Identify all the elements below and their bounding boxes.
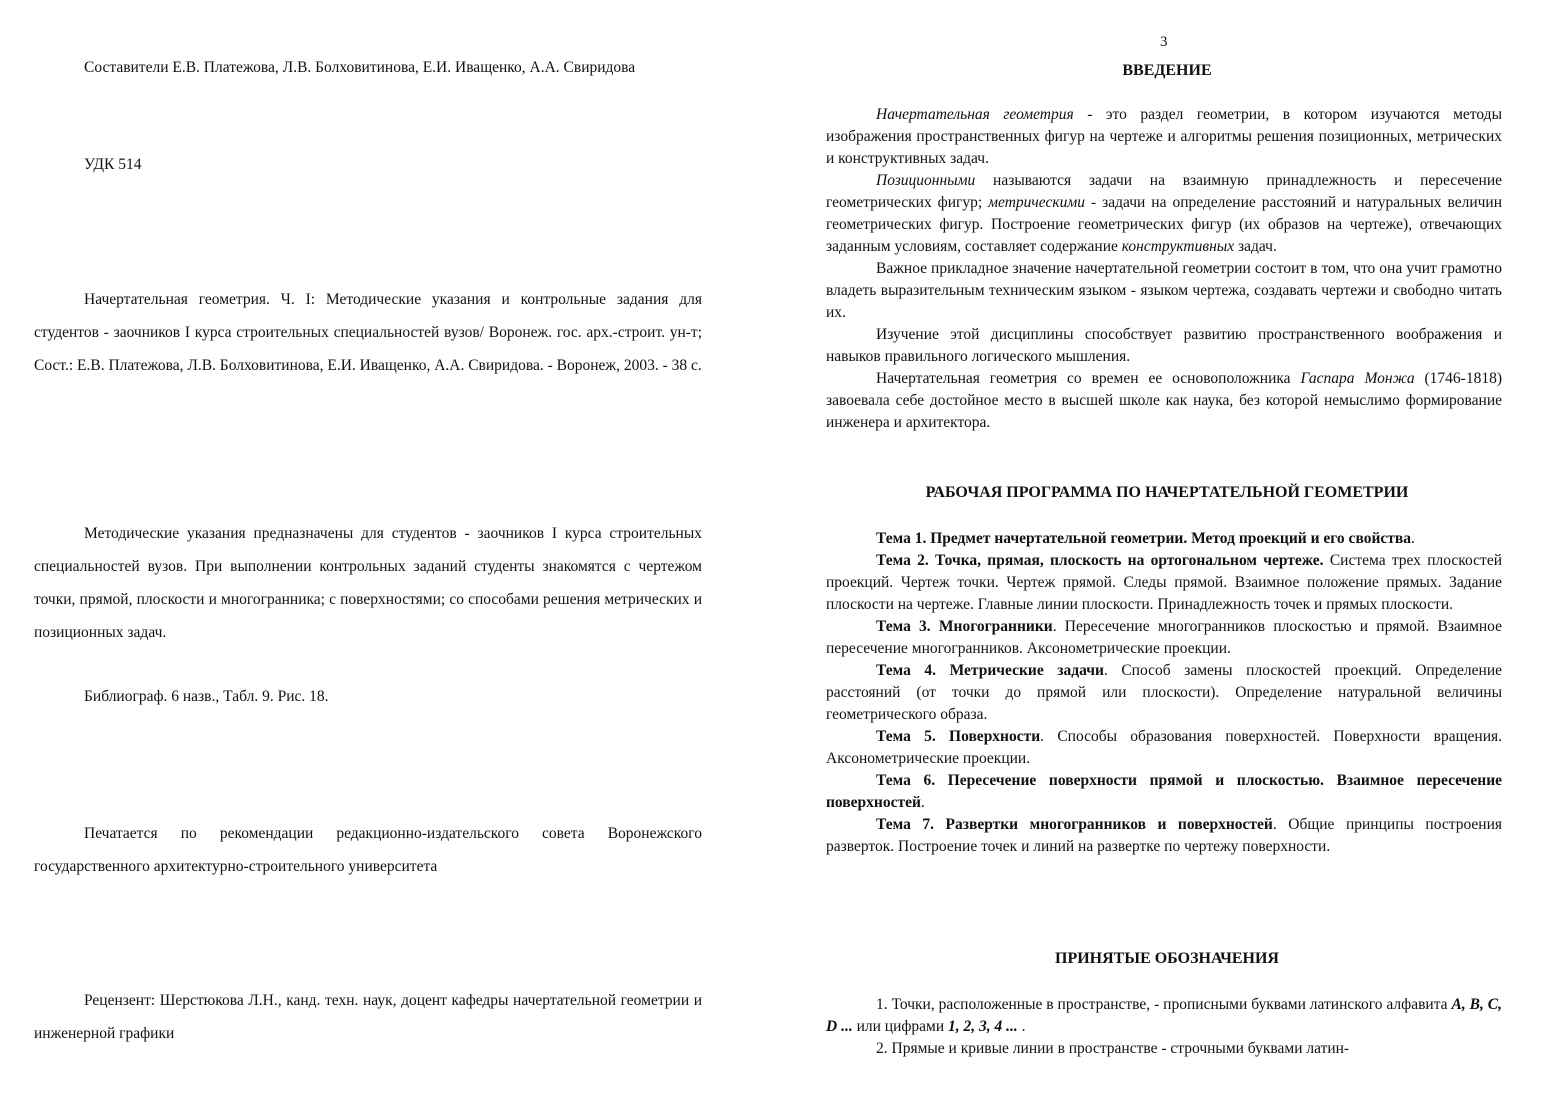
topic-item: Тема 5. Поверхности. Способы образования поверхностей. Поверхности вращения. Аксонометрические проекции. [826,728,1502,767]
reviewer-note: Рецензент: Шерстюкова Л.Н., канд. техн. наук, доцент кафедры начертательной геометрии и инженерной графики [34,992,702,1042]
notation-heading: ПРИНЯТЫЕ ОБОЗНАЧЕНИЯ [1055,950,1279,967]
udk-code: УДК 514 [84,156,142,173]
topic-item: Тема 1. Предмет начертательной геометрии. Метод проекций и его свойства. [876,530,1415,547]
description: Методические указания предназначены для студентов - заочников I курса строительных специальностей вузов. При выполнении контрольных заданий студенты знакомятся с чертежом точки, прямой, плоскости и многогранника; с поверхностями; со способами решения метрических и позиционных задач. [34,525,702,641]
topic-item: Тема 4. Метрические задачи. Способ замены плоскостей проекций. Определение расстояний (от точки до прямой или плоскости). Определение натуральной величины геометрического образа. [826,662,1502,723]
intro-section [826,104,1502,434]
intro-paragraph: Начертательная геометрия - это раздел геометрии, в котором изучаются методы изображения пространственных фигур на чертеже и алгоритмы решения позиционных, метрических и конструктивных задач. [826,106,1502,167]
topic-item: Тема 3. Многогранники. Пересечение многогранников плоскостью и прямой. Взаимное пересечение многогранников. Аксонометрические проекции. [826,618,1502,657]
intro-heading: ВВЕДЕНИЕ [1122,62,1212,79]
intro-term: Начертательная геометрия [876,106,1074,123]
topic-item: Тема 2. Точка, прямая, плоскость на ортогональном чертеже. Система трех плоскостей проекций. Чертеж точки. Чертеж прямой. Следы прямой. Взаимное положение прямых. Задание плоскости на чертеже. Главные линии плоскости. Принадлежность точек и прямых плоскости. [826,552,1502,613]
intro-paragraph: Изучение этой дисциплины способствует развитию пространственного воображения и навыков правильного логического мышления. [826,326,1502,365]
notation-item: 1. Точки, расположенные в пространстве, - прописными буквами латинского алфавита A, B, C, D ... или цифрами 1, 2, 3, 4 ... . [826,996,1502,1035]
intro-paragraph: Важное прикладное значение начертательной геометрии состоит в том, что она учит грамотно владеть выразительным техническим языком - языком чертежа, создавать чертежи и свободно читать их. [826,260,1502,321]
notation-item: 2. Прямые и кривые линии в пространстве - строчными буквами латин- [876,1040,1350,1057]
topic-item: Тема 7. Развертки многогранников и поверхностей. Общие принципы построения разверток. Построение точек и линий на развертке по чертежу поверхности. [826,816,1502,855]
intro-paragraph: Начертательная геометрия со времен ее основоположника Гаспара Монжа (1746-1818) завоевала себе достойное место в высшей школе как наука, без которой немыслимо формирование инженера и архитектора. [826,370,1503,431]
intro-paragraph: Позиционными называются задачи на взаимную принадлежность и пересечение геометрических фигур; метрическими - задачи на определение расстояний и натуральных величин геометрических фигур. Построение геометрических фигур (их образов на чертеже), отвечающих заданным условиям, составляет содержание конструктивных задач. [826,172,1502,255]
bibliography-info: Библиограф. 6 назв., Табл. 9. Рис. 18. [84,688,329,705]
monge-name: Гаспара Монжа [1300,370,1415,387]
right-page [774,0,1548,1120]
citation: Начертательная геометрия. Ч. I: Методические указания и контрольные задания для студентов - заочников I курса строительных специальностей вузов/ Воронеж. гос. арх.-строит. ун-т; Сост.: Е.В. Платежова, Л.В. Болховитинова, Е.И. Иващенко, А.А. Свиридова. - Воронеж, 2003. - 38 с. [34,291,702,374]
program-heading: РАБОЧАЯ ПРОГРАММА ПО НАЧЕРТАТЕЛЬНОЙ ГЕОМЕТРИИ [925,484,1409,501]
printing-note: Печатается по рекомендации редакционно-издательского совета Воронежского государственного архитектурно-строительного университета [34,825,702,875]
page-number: 3 [1160,34,1168,50]
topic-item: Тема 6. Пересечение поверхности прямой и плоскостью. Взаимное пересечение поверхностей. [826,772,1502,811]
notation-list [826,994,1502,1060]
program-topics [826,528,1502,858]
authors-line: Составители Е.В. Платежова, Л.В. Болховитинова, Е.И. Иващенко, А.А. Свиридова [84,59,636,76]
